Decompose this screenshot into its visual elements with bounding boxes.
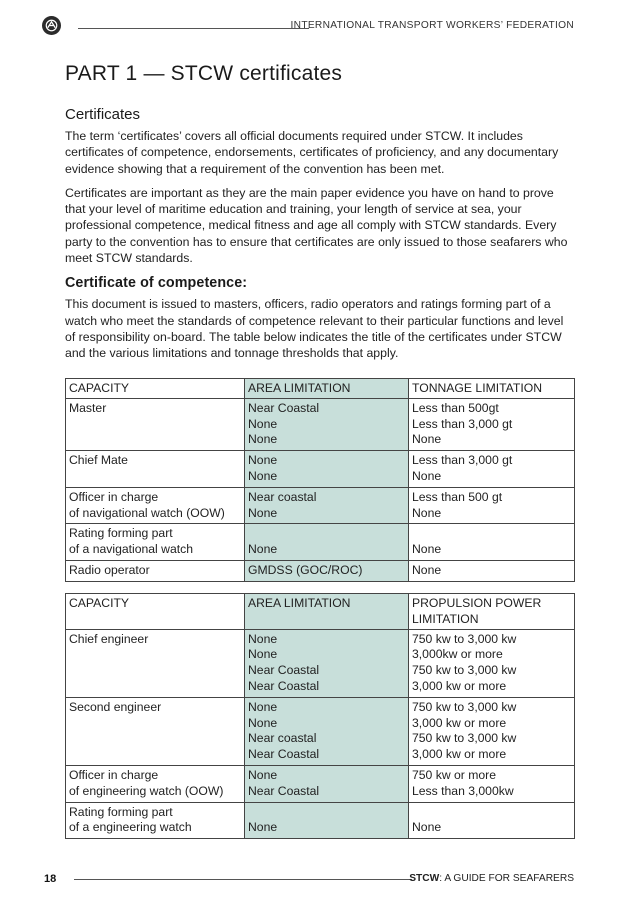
cell-line: None xyxy=(412,820,442,835)
cell-line: of a engineering watch xyxy=(69,820,192,835)
cell-line: Chief Mate xyxy=(69,453,128,468)
cell-line: None xyxy=(248,699,278,714)
cell-line: 3,000 kw or more xyxy=(412,747,507,762)
table-row xyxy=(66,697,575,765)
area-limitation-cell xyxy=(245,398,409,450)
cell-line: 750 kw to 3,000 kw xyxy=(412,699,517,714)
cell-line: None xyxy=(248,647,278,662)
column-header: PROPULSION POWER LIMITATION xyxy=(409,594,575,630)
capacity-cell xyxy=(66,629,245,697)
limitation-cell xyxy=(409,802,575,839)
cell-line: None xyxy=(248,715,278,730)
section-heading-certificate-of-competence: Certificate of competence: xyxy=(65,275,248,292)
column-header: CAPACITY xyxy=(66,379,245,399)
cell-line: Near Coastal xyxy=(248,747,320,762)
guide-title xyxy=(409,873,574,884)
area-limitation-cell xyxy=(245,560,409,581)
cell-line: of a navigational watch xyxy=(69,542,193,557)
propulsion-power-limitation-table xyxy=(65,593,575,839)
cell-line: Officer in charge xyxy=(69,489,159,504)
cell-line: 750 kw or more xyxy=(412,767,496,782)
guide-title-rest: : A GUIDE FOR SEAFARERS xyxy=(439,873,574,884)
itf-logo xyxy=(42,16,61,35)
cell-line: Chief engineer xyxy=(69,631,149,646)
cell-line: 750 kw to 3,000 kw xyxy=(412,663,517,678)
limitation-cell xyxy=(409,765,575,802)
area-limitation-cell xyxy=(245,487,409,524)
area-limitation-cell xyxy=(245,697,409,765)
capacity-cell xyxy=(66,802,245,839)
cell-line: GMDSS (GOC/ROC) xyxy=(248,562,363,577)
cell-line: None xyxy=(412,432,442,447)
cell-line: 3,000 kw or more xyxy=(412,715,507,730)
cell-line: Radio operator xyxy=(69,562,150,577)
page-content xyxy=(65,62,575,362)
cell-line: Officer in charge xyxy=(69,767,159,782)
cell-line: None xyxy=(248,432,278,447)
cell-line: Near Coastal xyxy=(248,400,320,415)
limitation-cell xyxy=(409,524,575,561)
guide-title-prefix: STCW xyxy=(409,873,440,884)
cell-line: 3,000 kw or more xyxy=(412,678,507,693)
table-header-row xyxy=(66,379,575,399)
table-body xyxy=(66,629,575,839)
area-limitation-cell xyxy=(245,524,409,561)
limitation-cell xyxy=(409,560,575,581)
table-row xyxy=(66,560,575,581)
page-title: PART 1 — STCW certificates xyxy=(65,62,343,85)
cell-line: Less than 3,000 gt xyxy=(412,416,513,431)
cell-line: Near Coastal xyxy=(248,783,320,798)
column-header: TONNAGE LIMITATION xyxy=(409,379,575,399)
limitation-cell xyxy=(409,487,575,524)
capacity-cell xyxy=(66,451,245,488)
capacity-cell xyxy=(66,697,245,765)
cell-line: None xyxy=(248,820,278,835)
cell-line: None xyxy=(412,505,442,520)
capacity-cell xyxy=(66,487,245,524)
tonnage-limitation-table xyxy=(65,378,575,582)
cell-line: Near coastal xyxy=(248,731,317,746)
organisation-name: INTERNATIONAL TRANSPORT WORKERS’ FEDERATION xyxy=(290,20,574,31)
cell-line: Less than 500 gt xyxy=(412,489,503,504)
cell-line: None xyxy=(248,416,278,431)
limitation-cell xyxy=(409,697,575,765)
column-header: AREA LIMITATION xyxy=(245,594,409,630)
cell-line: None xyxy=(248,453,278,468)
header-rule xyxy=(78,28,309,29)
cell-line: Less than 3,000 gt xyxy=(412,453,513,468)
cell-line: None xyxy=(248,631,278,646)
cell-line: None xyxy=(412,468,442,483)
capacity-cell xyxy=(66,560,245,581)
cell-line: 3,000kw or more xyxy=(412,647,503,662)
cell-line: Rating forming part xyxy=(69,526,173,541)
limitation-cell xyxy=(409,398,575,450)
cell-line: None xyxy=(412,542,442,557)
cell-line: 750 kw to 3,000 kw xyxy=(412,731,517,746)
table-row xyxy=(66,765,575,802)
table-body xyxy=(66,398,575,581)
table-row xyxy=(66,451,575,488)
capacity-cell xyxy=(66,398,245,450)
table-row xyxy=(66,398,575,450)
paragraph: The term ‘certificates’ covers all official documents required under STCW. It includes certificates of competence, endorsements, certificates of proficiency, and any documentary evidence showing that a requirement of the convention has been met. xyxy=(65,129,559,176)
cell-line: of navigational watch (OOW) xyxy=(69,505,225,520)
table-row xyxy=(66,487,575,524)
cell-line: 750 kw to 3,000 kw xyxy=(412,631,517,646)
area-limitation-cell xyxy=(245,629,409,697)
section-heading-certificates: Certificates xyxy=(65,106,141,123)
table-row xyxy=(66,629,575,697)
limitation-cell xyxy=(409,451,575,488)
cell-line xyxy=(248,805,404,821)
paragraph: This document is issued to masters, officers, radio operators and ratings forming part of a watch who meet the standards of competence relevant to their particular functions and level of responsibility on-board. The table below indicates the title of the certificates under STCW and the various limitations and tonnage thresholds that apply. xyxy=(65,297,564,361)
cell-line: Second engineer xyxy=(69,699,162,714)
area-limitation-cell xyxy=(245,765,409,802)
paragraph: Certificates are important as they are the main paper evidence you have on hand to prove that your level of maritime education and training, your length of service at sea, your professional competence, medical fitness and age all comply with STCW standards. Every party to the convention has to ensure that certificates are only issued to those seafarers who meet STCW standards. xyxy=(65,185,568,266)
table-row xyxy=(66,524,575,561)
cell-line: None xyxy=(412,562,442,577)
cell-line: None xyxy=(248,505,278,520)
cell-line: Near coastal xyxy=(248,489,317,504)
table-header-row xyxy=(66,594,575,630)
limitation-cell xyxy=(409,629,575,697)
column-header: AREA LIMITATION xyxy=(245,379,409,399)
capacity-cell xyxy=(66,524,245,561)
cell-line: None xyxy=(248,542,278,557)
cell-line: None xyxy=(248,468,278,483)
cell-line: Rating forming part xyxy=(69,804,173,819)
footer-rule xyxy=(74,879,412,880)
area-limitation-cell xyxy=(245,451,409,488)
column-header: CAPACITY xyxy=(66,594,245,630)
page-number: 18 xyxy=(44,873,57,885)
cell-line: Near Coastal xyxy=(248,678,320,693)
cell-line: of engineering watch (OOW) xyxy=(69,783,224,798)
cell-line xyxy=(412,526,570,542)
cell-line: Less than 3,000kw xyxy=(412,783,514,798)
cell-line: Near Coastal xyxy=(248,663,320,678)
cell-line xyxy=(412,805,570,821)
area-limitation-cell xyxy=(245,802,409,839)
globe-icon xyxy=(44,18,59,33)
cell-line xyxy=(248,526,404,542)
cell-line: None xyxy=(248,767,278,782)
table-row xyxy=(66,802,575,839)
capacity-cell xyxy=(66,765,245,802)
cell-line: Less than 500gt xyxy=(412,400,499,415)
cell-line: Master xyxy=(69,400,107,415)
